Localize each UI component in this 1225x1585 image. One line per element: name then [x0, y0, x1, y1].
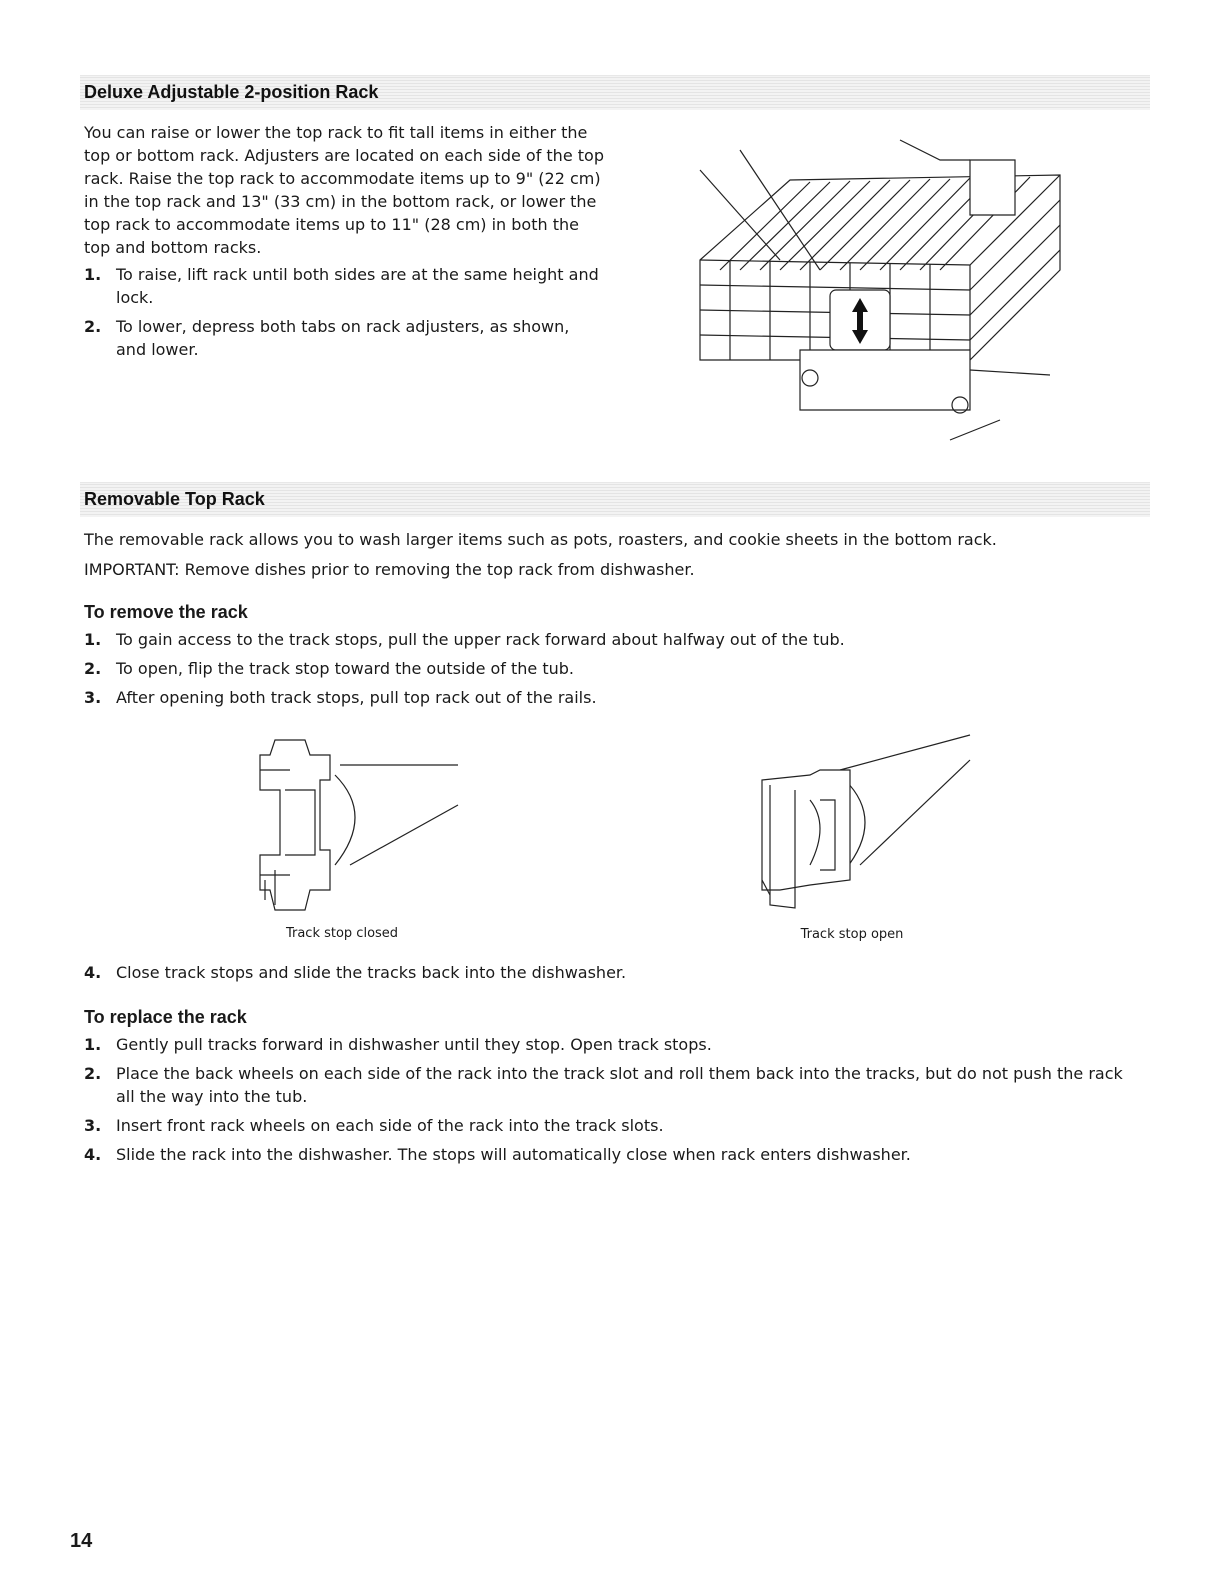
important-text: Remove dishes prior to removing the top rack from dishwasher.: [179, 560, 695, 579]
step-text: After opening both track stops, pull top rack out of the rails.: [116, 688, 597, 707]
step-number: 4.: [84, 1145, 102, 1164]
step-number: 2.: [84, 1064, 102, 1083]
list-item: [84, 1114, 1144, 1137]
section-header-bar: [80, 482, 1150, 517]
list-item: [84, 1062, 1144, 1108]
caption-track-stop-open: Track stop open: [800, 927, 904, 942]
section1-intro: You can raise or lower the top rack to fit tall items in either the top or bottom rack. Adjusters are located on each side of the top rack. Raise the top rack to accommodate items up to 9" (22 cm) in the top rack and 13" (33 cm) in the bottom rack, or lower the top rack to accommodate items up to 11" (28 cm) in both the top and bottom racks.: [84, 123, 604, 257]
step-number: 1.: [84, 1035, 102, 1054]
step-number: 2.: [84, 659, 102, 678]
important-note: [84, 558, 1144, 581]
step-number: 1.: [84, 630, 102, 649]
track-stop-closed-illustration: [240, 730, 470, 920]
important-label: IMPORTANT:: [84, 560, 180, 579]
list-item: [84, 315, 604, 361]
step-text: Gently pull tracks forward in dishwasher until they stop. Open track stops.: [116, 1035, 712, 1054]
step-text: To open, flip the track stop toward the outside of the tub.: [116, 659, 574, 678]
list-item: [84, 961, 1144, 984]
remove-rack-heading: To remove the rack: [84, 602, 248, 622]
list-item: [84, 657, 1144, 680]
caption-track-stop-closed: Track stop closed: [285, 926, 399, 941]
replace-steps: [84, 1033, 1144, 1172]
step-number: 2.: [84, 317, 102, 336]
remove-steps: [84, 628, 1144, 715]
step-text: To gain access to the track stops, pull the upper rack forward about halfway out of the tub.: [116, 630, 845, 649]
step-text: Slide the rack into the dishwasher. The stops will automatically close when rack enters dishwasher.: [116, 1145, 911, 1164]
track-stop-open-illustration: [750, 730, 990, 920]
page-number: 14: [70, 1530, 93, 1552]
step-text: To raise, lift rack until both sides are at the same height and lock.: [116, 265, 599, 307]
step-text: To lower, depress both tabs on rack adjusters, as shown, and lower.: [116, 317, 570, 359]
rack-adjuster-illustration: [670, 120, 1070, 450]
step-text: Close track stops and slide the tracks back into the dishwasher.: [116, 963, 627, 982]
step-number: 3.: [84, 1116, 102, 1135]
section-header-bar: [80, 75, 1150, 110]
list-item: [84, 1143, 1144, 1166]
remove-step-4: [84, 961, 1144, 990]
step-text: Insert front rack wheels on each side of the rack into the track slots.: [116, 1116, 664, 1135]
replace-rack-heading: To replace the rack: [84, 1007, 247, 1027]
section-title: Deluxe Adjustable 2-position Rack: [84, 82, 379, 102]
list-item: [84, 628, 1144, 651]
section1-steps: [84, 263, 604, 367]
section-title: Removable Top Rack: [84, 489, 265, 509]
list-item: [84, 686, 1144, 709]
list-item: [84, 263, 604, 309]
step-number: 3.: [84, 688, 102, 707]
step-number: 1.: [84, 265, 102, 284]
list-item: [84, 1033, 1144, 1056]
section2-intro: The removable rack allows you to wash larger items such as pots, roasters, and cookie sheets in the bottom rack.: [84, 530, 997, 549]
step-number: 4.: [84, 963, 102, 982]
step-text: Place the back wheels on each side of the rack into the track slot and roll them back into the tracks, but do not push the rack all the way into the tub.: [116, 1064, 1123, 1106]
